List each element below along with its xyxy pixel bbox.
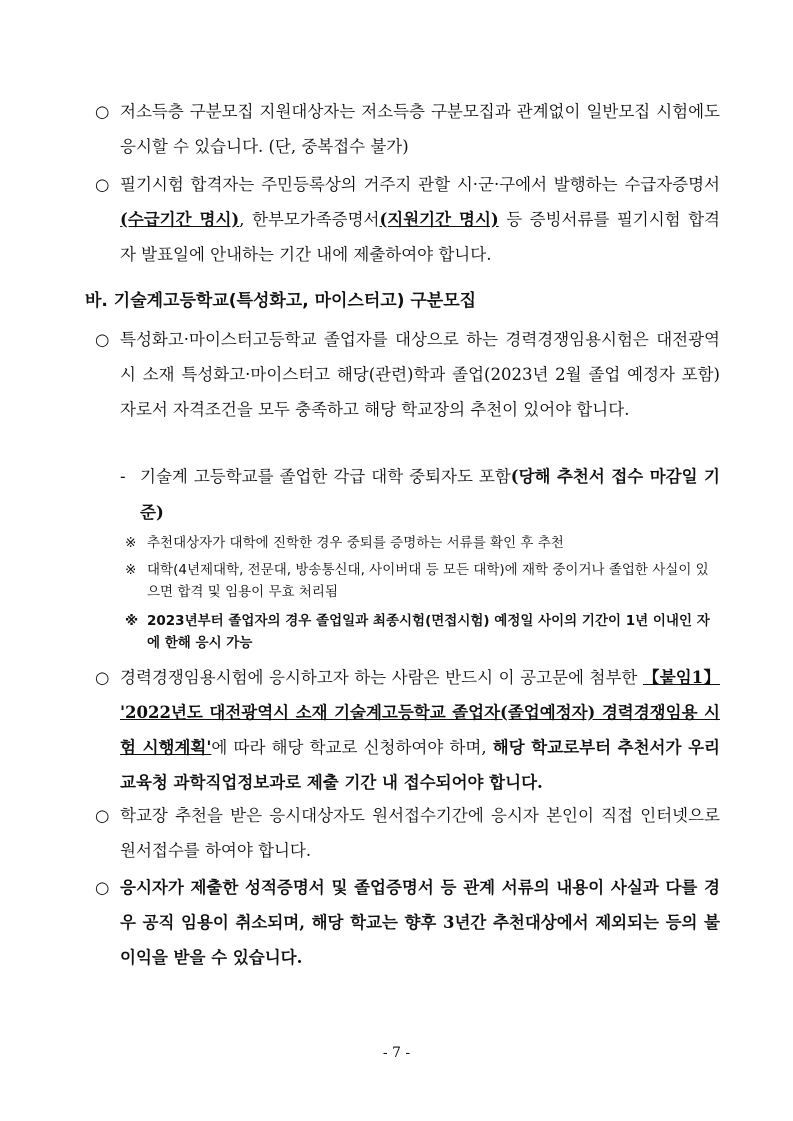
dash-item-dropouts xyxy=(120,459,720,531)
note-text: 2023년부터 졸업자의 경우 졸업일과 최종시험(면접시험) 예정일 사이의 기간이 1년 이내인 자에 한해 응시 가능 xyxy=(147,613,710,651)
paragraph-text: 필기시험 합격자는 주민등록상의 거주지 관할 시·군·구에서 발행하는 수급자증명서(수급기간 명시), 한부모가족증명서(지원기간 명시) 등 증빙서류를 필기시험 합격자 발표일에 안내하는 기간 내에 제출하여야 합니다. xyxy=(120,175,720,264)
paragraph-text: 학교장 추천을 받은 응시대상자도 원서접수기간에 응시자 본인이 직접 인터넷으로 원서접수를 하여야 합니다. xyxy=(120,806,720,860)
bullet-circle-icon: ○ xyxy=(95,102,110,121)
section-heading: 바. 기술계고등학교(특성화고, 마이스터고) 구분모집 xyxy=(85,291,477,311)
paragraph-vocational-exam xyxy=(95,322,720,427)
note-text: 대학(4년제대학, 전문대, 방송통신대, 사이버대 등 모든 대학)에 재학 중이거나 졸업한 사실이 있으면 합격 및 임용이 무효 처리됨 xyxy=(147,562,709,600)
reference-mark-icon: ※ xyxy=(125,535,137,551)
reference-mark-icon: ※ xyxy=(125,562,137,578)
emphasis-attachment: 【붙임1】 '2022년도 대전광역시 소재 기술계고등학교 졸업자(졸업예정자) 경력경쟁임용 시험 시행계획' xyxy=(120,668,720,757)
emphasis-recommendation: 해당 학교로부터 추천서가 우리 교육청 과학직업정보과로 제출 기간 내 접수되어야 합니다. xyxy=(120,738,720,792)
bullet-circle-icon: ○ xyxy=(95,668,110,687)
bullet-circle-icon: ○ xyxy=(95,330,110,349)
paragraph-text: 저소득층 구분모집 지원대상자는 저소득층 구분모집과 관계없이 일반모집 시험에도 응시할 수 있습니다. (단, 중복접수 불가) xyxy=(120,102,720,156)
bullet-circle-icon: ○ xyxy=(95,878,110,897)
paragraph-application-procedure xyxy=(95,660,720,800)
reference-mark-icon: ※ xyxy=(125,613,139,629)
note-item xyxy=(125,559,720,603)
dash-text: 기술계 고등학교를 졸업한 각급 대학 중퇴자도 포함(당해 추천서 접수 마감일 기준) xyxy=(140,467,720,522)
bullet-circle-icon: ○ xyxy=(95,806,110,825)
emphasis-benefit-period: (수급기간 명시) xyxy=(120,210,240,229)
paragraph-text: 응시자가 제출한 성적증명서 및 졸업증명서 등 관계 서류의 내용이 사실과 다를 경우 공직 임용이 취소되며, 해당 학교는 향후 3년간 추천대상에서 제외되는 등의 불이익을 받을 수 있습니다. xyxy=(120,878,720,967)
paragraph-document-submission xyxy=(95,167,720,272)
emphasis-deadline: (당해 추천서 접수 마감일 기준) xyxy=(140,467,720,522)
bullet-circle-icon: ○ xyxy=(95,175,110,194)
note-text: 추천대상자가 대학에 진학한 경우 중퇴를 증명하는 서류를 확인 후 추천 xyxy=(147,535,564,551)
paragraph-false-documents xyxy=(95,870,720,975)
emphasis-support-period: (지원기간 명시) xyxy=(379,210,499,229)
paragraph-low-income xyxy=(95,94,720,164)
paragraph-text: 경력경쟁임용시험에 응시하고자 하는 사람은 반드시 이 공고문에 첨부한 【붙임1】 '2022년도 대전광역시 소재 기술계고등학교 졸업자(졸업예정자) 경력경쟁임용 시험 시행계획'에 따라 해당 학교로 신청하여야 하며, 해당 학교로부터 추천서가 우리 교육청 과학직업정보과로 제출 기간 내 접수되어야 합니다. xyxy=(120,668,720,792)
paragraph-text: 특성화고·마이스터고등학교 졸업자를 대상으로 하는 경력경쟁임용시험은 대전광역시 소재 특성화고·마이스터고 해당(관련)학과 졸업(2023년 2월 졸업 예정자 포함)자로서 자격조건을 모두 충족하고 해당 학교장의 추천이 있어야 합니다. xyxy=(120,330,720,419)
note-item xyxy=(125,532,720,554)
paragraph-online-application xyxy=(95,798,720,868)
dash-icon: - xyxy=(120,467,126,486)
note-item-bold xyxy=(125,610,720,654)
page-number: - 7 - xyxy=(382,1045,411,1061)
